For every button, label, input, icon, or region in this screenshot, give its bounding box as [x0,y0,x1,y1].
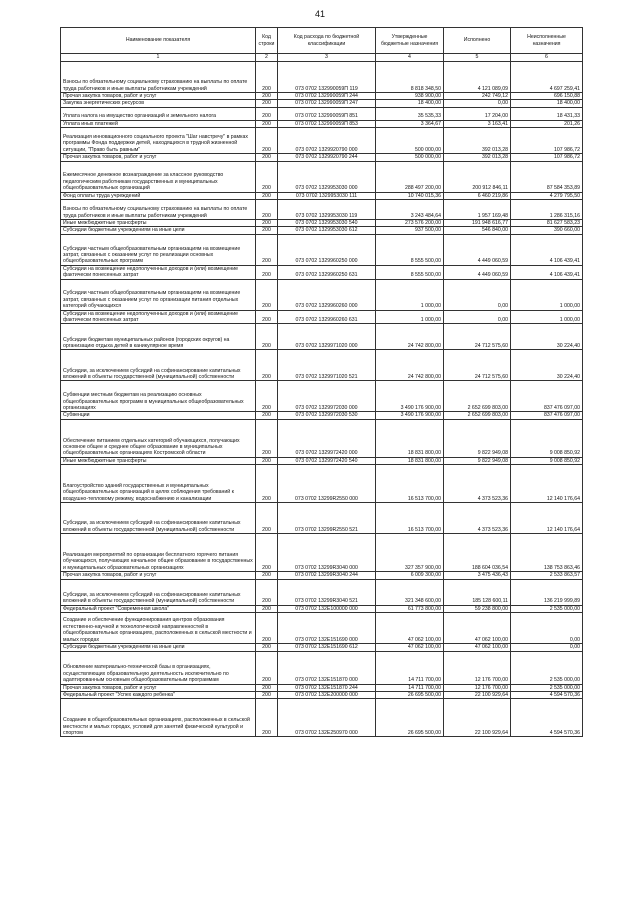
row-class-code: 073 0702 132990059П 119 [278,62,376,93]
table-row [61,120,583,127]
row-class-code: 073 0702 132E151690 000 [278,613,376,644]
row-approved: 937 500,00 [376,227,444,234]
table-row [61,154,583,161]
row-name: Федеральный проект "Успех каждого ребенка" [61,691,256,698]
table-row [61,613,583,644]
row-approved: 8 555 500,00 [376,234,444,265]
row-line-code: 200 [256,579,278,605]
row-unexecuted: 107 986,72 [511,154,583,161]
row-unexecuted: 1 286 315,16 [511,200,583,220]
row-class-code: 073 0702 1329971020 521 [278,350,376,381]
row-unexecuted: 4 279 795,50 [511,192,583,199]
row-unexecuted: 87 584 353,89 [511,161,583,192]
row-approved: 1 000,00 [376,279,444,310]
column-number: 1 [61,54,256,62]
row-class-code: 073 0702 1329953030 612 [278,227,376,234]
table-row [61,93,583,100]
row-executed: 4 121 089,09 [444,62,511,93]
row-line-code: 200 [256,572,278,579]
row-class-code: 073 0702 1329953030 111 [278,192,376,199]
row-line-code: 200 [256,107,278,120]
row-name: Прочая закупка товаров, работ и услуг [61,684,256,691]
row-unexecuted: 4 106 439,41 [511,265,583,279]
row-unexecuted: 81 627 583,23 [511,220,583,227]
row-line-code: 200 [256,503,278,534]
row-line-code: 200 [256,154,278,161]
header-class-code: Код расхода по бюджетной классификации [278,28,376,54]
row-class-code: 073 0702 13299R2550 000 [278,465,376,503]
row-class-code: 073 0702 132E151690 612 [278,644,376,651]
row-line-code: 200 [256,227,278,234]
row-executed: 59 238 800,00 [444,605,511,612]
table-row [61,200,583,220]
row-name: Субсидии, за исключением субсидий на софинансирование капитальных вложений в объекты государственной (муниципальной) собственности [61,350,256,381]
table-row [61,644,583,651]
row-unexecuted: 12 140 176,64 [511,465,583,503]
table-row [61,605,583,612]
row-executed: 24 712 575,60 [444,350,511,381]
row-class-code: 073 0702 1329953030 119 [278,200,376,220]
row-line-code: 200 [256,279,278,310]
row-name: Благоустройство зданий государственных и муниципальных общеобразовательных организаций в целях соблюдения требований к воздушно-тепловому режиму, водоснабжению и канализации [61,465,256,503]
row-class-code: 073 0702 1329920790 000 [278,128,376,154]
row-approved: 938 900,00 [376,93,444,100]
row-class-code: 073 0702 1329971020 000 [278,324,376,350]
row-line-code: 200 [256,684,278,691]
table-row [61,572,583,579]
row-approved: 3 490 176 900,00 [376,412,444,419]
row-unexecuted: 138 753 863,46 [511,534,583,572]
row-unexecuted: 107 986,72 [511,128,583,154]
row-class-code: 073 0702 1329972420 540 [278,457,376,464]
row-executed: 4 373 523,36 [444,503,511,534]
row-unexecuted: 30 224,40 [511,324,583,350]
row-approved: 24 742 800,00 [376,324,444,350]
row-executed: 0,00 [444,310,511,324]
row-unexecuted: 2 535 000,00 [511,605,583,612]
row-class-code: 073 0702 132990059П 247 [278,100,376,107]
page-number: 41 [314,9,325,19]
row-approved: 47 062 100,00 [376,644,444,651]
table-row [61,651,583,684]
row-executed: 3 163,41 [444,120,511,127]
table-row [61,279,583,310]
row-executed: 4 449 060,59 [444,265,511,279]
row-name: Фонд оплаты труда учреждений [61,192,256,199]
row-name: Прочая закупка товаров, работ и услуг [61,154,256,161]
row-name: Прочая закупка товаров, работ и услуг [61,93,256,100]
row-approved: 61 773 800,00 [376,605,444,612]
table-row [61,128,583,154]
row-approved: 18 400,00 [376,100,444,107]
row-line-code: 200 [256,120,278,127]
table-row [61,107,583,120]
row-unexecuted: 2 533 863,57 [511,572,583,579]
table-row [61,419,583,457]
row-class-code: 073 0702 132990059П 851 [278,107,376,120]
row-name: Закупка энергетических ресурсов [61,100,256,107]
row-name: Федеральный проект "Современная школа" [61,605,256,612]
table-row [61,457,583,464]
row-line-code: 200 [256,381,278,412]
row-executed: 392 013,28 [444,154,511,161]
row-executed: 0,00 [444,279,511,310]
header-name: Наименование показателя [61,28,256,54]
column-number: 4 [376,54,444,62]
row-name: Реализация мероприятий по организации бесплатного горячего питания обучающихся, получающих начальное общее образование в государственных и муниципальных образовательных организациях [61,534,256,572]
row-class-code: 073 0702 1329960250 000 [278,234,376,265]
row-class-code: 073 0702 1329960260 000 [278,279,376,310]
row-name: Субсидии частным общеобразовательным организациям на возмещение затрат, связанных с оказанием услуг по организации питания отдельных категорий обучающихся [61,279,256,310]
table-row [61,192,583,199]
row-name: Субсидии, за исключением субсидий на софинансирование капитальных вложений в объекты государственной (муниципальной) собственности [61,503,256,534]
row-approved: 3 364,67 [376,120,444,127]
row-line-code: 200 [256,691,278,698]
row-name: Обновление материально-технической базы в организациях, осуществляющих образовательную деятельность исключительно по адаптированным основным общеобразовательным программам [61,651,256,684]
row-executed: 12 176 700,00 [444,684,511,691]
row-unexecuted: 4 594 570,36 [511,699,583,737]
row-approved: 16 513 700,00 [376,465,444,503]
row-name: Субсидии бюджетным учреждениям на иные цели [61,644,256,651]
row-line-code: 200 [256,605,278,612]
budget-execution-table [60,27,583,737]
row-executed: 17 204,00 [444,107,511,120]
table-row [61,350,583,381]
table-row [61,227,583,234]
row-approved: 47 062 100,00 [376,613,444,644]
row-approved: 3 490 176 900,00 [376,381,444,412]
row-approved: 18 831 800,00 [376,457,444,464]
row-approved: 8 818 348,50 [376,62,444,93]
row-executed: 24 712 575,60 [444,324,511,350]
row-unexecuted: 4 697 259,41 [511,62,583,93]
row-unexecuted: 2 535 000,00 [511,684,583,691]
row-executed: 12 176 700,00 [444,651,511,684]
row-name: Субсидии бюджетным учреждениям на иные цели [61,227,256,234]
row-line-code: 200 [256,192,278,199]
row-unexecuted: 390 660,00 [511,227,583,234]
table-row [61,324,583,350]
row-unexecuted: 837 476 097,00 [511,381,583,412]
row-class-code: 073 0702 132E151870 244 [278,684,376,691]
row-approved: 8 555 500,00 [376,265,444,279]
row-unexecuted: 4 594 570,36 [511,691,583,698]
row-unexecuted: 9 008 850,92 [511,419,583,457]
row-class-code: 073 0702 1329972030 530 [278,412,376,419]
row-unexecuted: 1 000,00 [511,279,583,310]
row-executed: 4 373 523,36 [444,465,511,503]
row-line-code: 200 [256,457,278,464]
row-executed: 1 957 169,48 [444,200,511,220]
row-line-code: 200 [256,465,278,503]
row-name: Уплата иных платежей [61,120,256,127]
row-class-code: 073 0702 1329953030 540 [278,220,376,227]
column-number: 3 [278,54,376,62]
table-row [61,465,583,503]
row-unexecuted: 12 140 176,64 [511,503,583,534]
row-approved: 18 831 800,00 [376,419,444,457]
table-row [61,381,583,412]
row-approved: 14 711 700,00 [376,651,444,684]
row-line-code: 200 [256,699,278,737]
row-executed: 2 652 699 803,00 [444,381,511,412]
row-approved: 16 513 700,00 [376,503,444,534]
row-unexecuted: 30 224,40 [511,350,583,381]
table-row [61,691,583,698]
row-name: Взносы по обязательному социальному страхованию на выплаты по оплате труда работников и иные выплаты работникам учреждений [61,200,256,220]
header-unexecuted: Неисполненные назначения [511,28,583,54]
header-executed: Исполнено [444,28,511,54]
row-name: Взносы по обязательному социальному страхованию на выплаты по оплате труда работников и иные выплаты работникам учреждений [61,62,256,93]
row-executed: 4 449 060,59 [444,234,511,265]
row-line-code: 200 [256,220,278,227]
row-approved: 1 000,00 [376,310,444,324]
row-line-code: 200 [256,200,278,220]
row-approved: 10 740 015,36 [376,192,444,199]
row-executed: 6 460 219,86 [444,192,511,199]
column-number-row [61,54,583,62]
row-executed: 185 128 600,11 [444,579,511,605]
row-class-code: 073 0702 1329920790 244 [278,154,376,161]
row-name: Обеспечение питанием отдельных категорий обучающихся, получающих основное общее и среднее общее образование в муниципальных общеобразовательных организациях Костромской области [61,419,256,457]
row-executed: 47 062 100,00 [444,644,511,651]
row-class-code: 073 0702 1329960260 631 [278,310,376,324]
row-class-code: 073 0702 132990059П 853 [278,120,376,127]
table-row [61,412,583,419]
row-name: Уплата налога на имущество организаций и земельного налога [61,107,256,120]
row-class-code: 073 0702 132E250970 000 [278,699,376,737]
row-approved: 26 695 500,00 [376,699,444,737]
row-executed: 200 912 846,11 [444,161,511,192]
row-class-code: 073 0702 132E151870 000 [278,651,376,684]
row-line-code: 200 [256,265,278,279]
row-approved: 14 711 700,00 [376,684,444,691]
row-unexecuted: 136 219 999,89 [511,579,583,605]
row-line-code: 200 [256,534,278,572]
header-approved: Утвержденные бюджетные назначения [376,28,444,54]
row-executed: 3 475 436,43 [444,572,511,579]
row-line-code: 200 [256,100,278,107]
row-approved: 35 535,33 [376,107,444,120]
row-class-code: 073 0702 13299R3040 521 [278,579,376,605]
row-class-code: 073 0702 132E200000 000 [278,691,376,698]
row-executed: 188 604 036,54 [444,534,511,572]
row-name: Ежемесячное денежное вознаграждение за классное руководство педагогическим работникам государственных и муниципальных общеобразовательных организаций [61,161,256,192]
row-line-code: 200 [256,161,278,192]
row-unexecuted: 4 106 439,41 [511,234,583,265]
row-name: Реализация инновационного социального проекта "Шаг навстречу" в рамках программы Фонда поддержки детей, находящихся в трудной жизненной ситуации, "Право быть равным" [61,128,256,154]
row-class-code: 073 0702 1329972420 000 [278,419,376,457]
row-executed: 9 822 949,08 [444,457,511,464]
table-row [61,234,583,265]
row-approved: 321 348 600,00 [376,579,444,605]
row-approved: 24 742 800,00 [376,350,444,381]
row-executed: 242 749,12 [444,93,511,100]
row-approved: 26 695 500,00 [376,691,444,698]
table-row [61,100,583,107]
row-line-code: 200 [256,613,278,644]
row-executed: 191 948 616,77 [444,220,511,227]
row-name: Создание и обеспечение функционирования центров образования естественно-научной и технологической направленностей в общеобразовательных организациях, расположенных в сельской местности и малых городах [61,613,256,644]
column-number: 6 [511,54,583,62]
row-name: Субсидии на возмещение недополученных доходов и (или) возмещение фактически понесенных затрат [61,265,256,279]
row-approved: 327 357 900,00 [376,534,444,572]
row-name: Субсидии бюджетам муниципальных районов (городских округов) на организацию отдыха детей в каникулярное время [61,324,256,350]
row-line-code: 200 [256,93,278,100]
row-unexecuted: 18 400,00 [511,100,583,107]
row-class-code: 073 0702 1329972030 000 [278,381,376,412]
row-unexecuted: 18 431,33 [511,107,583,120]
row-executed: 0,00 [444,100,511,107]
table-row [61,534,583,572]
row-approved: 500 000,00 [376,154,444,161]
row-name: Субсидии частным общеобразовательным организациям на возмещение затрат, связанных с оказанием услуг по реализации основных общеобразовательных программ [61,234,256,265]
row-name: Иные межбюджетные трансферты [61,457,256,464]
table-row [61,265,583,279]
row-executed: 47 062 100,00 [444,613,511,644]
row-name: Субсидии, за исключением субсидий на софинансирование капитальных вложений в объекты государственной (муниципальной) собственности [61,579,256,605]
table-row [61,684,583,691]
table-row [61,503,583,534]
row-unexecuted: 1 000,00 [511,310,583,324]
row-name: Иные межбюджетные трансферты [61,220,256,227]
row-executed: 22 100 929,64 [444,691,511,698]
row-executed: 9 822 949,08 [444,419,511,457]
row-unexecuted: 2 535 000,00 [511,651,583,684]
table-row [61,579,583,605]
row-class-code: 073 0702 132990059П 244 [278,93,376,100]
row-unexecuted: 0,00 [511,613,583,644]
table-row [61,220,583,227]
row-line-code: 200 [256,234,278,265]
column-number: 5 [444,54,511,62]
row-unexecuted: 696 150,88 [511,93,583,100]
column-number: 2 [256,54,278,62]
row-name: Субсидии на возмещение недополученных доходов и (или) возмещение фактически понесенных затрат [61,310,256,324]
row-name: Субвенции местным бюджетам на реализацию основных общеобразовательных программ в муниципальных общеобразовательных организациях [61,381,256,412]
table-row [61,161,583,192]
row-name: Прочая закупка товаров, работ и услуг [61,572,256,579]
row-approved: 3 243 484,64 [376,200,444,220]
row-line-code: 200 [256,62,278,93]
row-class-code: 073 0702 1329953030 000 [278,161,376,192]
row-class-code: 073 0702 13299R2550 521 [278,503,376,534]
row-approved: 6 009 300,00 [376,572,444,579]
row-executed: 2 652 699 803,00 [444,412,511,419]
table-row [61,699,583,737]
row-class-code: 073 0702 13299R3040 000 [278,534,376,572]
row-line-code: 200 [256,644,278,651]
header-line-code: Код строки [256,28,278,54]
row-unexecuted: 9 008 850,92 [511,457,583,464]
row-executed: 22 100 929,64 [444,699,511,737]
row-unexecuted: 201,26 [511,120,583,127]
row-unexecuted: 837 476 097,00 [511,412,583,419]
row-approved: 500 000,00 [376,128,444,154]
row-line-code: 200 [256,412,278,419]
row-name: Создание в общеобразовательных организациях, расположенных в сельской местности и малых городах, условий для занятий физической культурой и спортом [61,699,256,737]
row-executed: 546 840,00 [444,227,511,234]
table-row [61,310,583,324]
row-unexecuted: 0,00 [511,644,583,651]
row-line-code: 200 [256,310,278,324]
row-line-code: 200 [256,128,278,154]
row-class-code: 073 0702 13299R3040 244 [278,572,376,579]
row-approved: 273 576 200,00 [376,220,444,227]
row-line-code: 200 [256,651,278,684]
row-line-code: 200 [256,324,278,350]
table-row [61,62,583,93]
row-line-code: 200 [256,350,278,381]
row-class-code: 073 0702 132E100000 000 [278,605,376,612]
row-line-code: 200 [256,419,278,457]
row-executed: 392 013,28 [444,128,511,154]
row-approved: 288 497 200,00 [376,161,444,192]
row-class-code: 073 0702 1329960250 631 [278,265,376,279]
row-name: Субвенции [61,412,256,419]
